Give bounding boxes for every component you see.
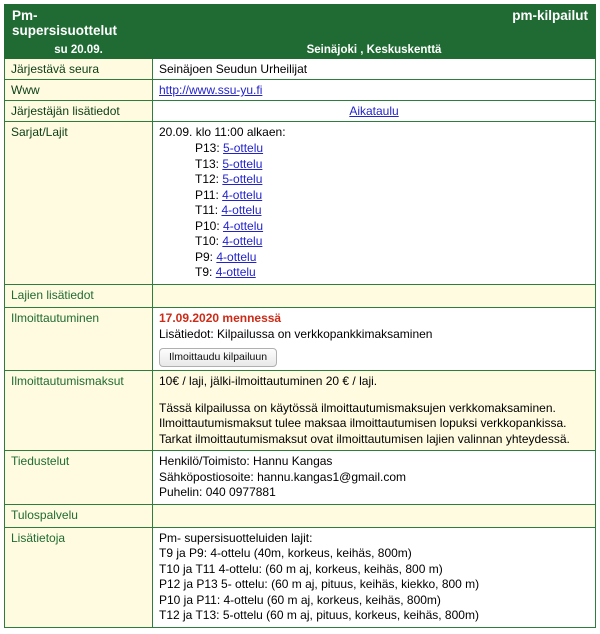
table-row — [5, 59, 596, 80]
list-item — [195, 203, 589, 219]
series-class: P10: — [195, 218, 220, 233]
list-item — [195, 219, 589, 235]
signup-note: Lisätiedot: Kilpailussa on verkkopankkimaksaminen — [159, 326, 433, 341]
more-info-line: T10 ja T11 4-ottelu: (60 m aj, korkeus, keihäs, 800 m) — [159, 561, 443, 576]
more-info-label: Lisätietoja — [5, 527, 153, 627]
more-info-line: T12 ja T13: 5-ottelu (60 m aj, pituus, korkeus, keihäs, 800m) — [159, 608, 479, 622]
table-row — [5, 284, 596, 307]
fees-top: 10€ / laji, jälki-ilmoittautuminen 20 € / laji. — [159, 373, 378, 388]
www-label: Www — [5, 80, 153, 101]
extra-info-label: Järjestäjän lisätiedot — [5, 101, 153, 122]
signup-deadline: 17.09.2020 mennessä — [159, 310, 282, 325]
table-row — [5, 307, 596, 370]
series-class: P9: — [195, 249, 214, 264]
website-link[interactable]: http://www.ssu-yu.fi — [159, 83, 263, 97]
fees-cell — [153, 370, 596, 451]
www-value-cell — [153, 80, 596, 101]
contact-person: Henkilö/Toimisto: Hannu Kangas — [159, 454, 333, 468]
page-title: Pm- supersisuottelut — [5, 5, 153, 42]
series-event-link[interactable]: 5-ottelu — [222, 156, 263, 171]
event-date: su 20.09. — [5, 42, 153, 59]
contact-email: Sähköpostiosoite: hannu.kangas1@gmail.com — [159, 469, 406, 484]
list-item — [195, 141, 589, 157]
list-item — [195, 250, 589, 266]
contact-phone: Puhelin: 040 0977881 — [159, 485, 276, 499]
series-cell — [153, 122, 596, 285]
series-extra-label: Lajien lisätiedot — [5, 284, 153, 307]
series-event-link[interactable]: 4-ottelu — [222, 234, 263, 248]
table-row — [5, 80, 596, 101]
series-extra-value — [153, 284, 596, 307]
results-label: Tulospalvelu — [5, 504, 153, 527]
signup-label: Ilmoittautuminen — [5, 307, 153, 370]
organizer-value: Seinäjoen Seudun Urheilijat — [153, 59, 596, 80]
series-intro: 20.09. klo 11:00 alkaen: — [159, 125, 286, 139]
table-row — [5, 527, 596, 627]
series-class: P11: — [195, 187, 219, 202]
table-row — [5, 451, 596, 505]
organizer-label: Järjestävä seura — [5, 59, 153, 80]
series-event-link[interactable]: 5-ottelu — [222, 172, 263, 186]
subheader-row — [5, 42, 596, 59]
list-item — [195, 234, 589, 250]
table-row — [5, 370, 596, 451]
series-event-link[interactable]: 4-ottelu — [222, 187, 263, 202]
table-row — [5, 101, 596, 122]
list-item — [195, 188, 589, 204]
list-item — [195, 157, 589, 173]
series-class: T13: — [195, 156, 220, 171]
extra-info-cell — [153, 101, 596, 122]
more-info-line: P12 ja P13 5- ottelu: (60 m aj, pituus, keihäs, kiekko, 800 m) — [159, 577, 480, 591]
series-event-link[interactable]: 4-ottelu — [223, 218, 264, 233]
contact-cell — [153, 451, 596, 505]
table-row — [5, 122, 596, 285]
competition-table — [4, 4, 596, 628]
series-class: T9: — [195, 265, 213, 279]
signup-button[interactable]: Ilmoittaudu kilpailuun — [159, 348, 277, 367]
series-class: P13: — [195, 141, 220, 155]
series-event-link[interactable]: 4-ottelu — [216, 249, 257, 264]
series-class: T12: — [195, 172, 220, 186]
header-category: pm-kilpailut — [153, 5, 596, 42]
header-row — [5, 5, 596, 42]
series-event-link[interactable]: 4-ottelu — [221, 203, 262, 217]
series-label: Sarjat/Lajit — [5, 122, 153, 285]
event-venue: Seinäjoki , Keskuskenttä — [153, 42, 596, 59]
list-item — [195, 172, 589, 188]
fees-label: Ilmoittautumismaksut — [5, 370, 153, 451]
schedule-link[interactable]: Aikataulu — [349, 104, 399, 118]
series-event-link[interactable]: 4-ottelu — [215, 265, 256, 279]
signup-cell — [153, 307, 596, 370]
series-class: T11: — [195, 203, 219, 217]
series-class: T10: — [195, 234, 220, 248]
series-event-link[interactable]: 5-ottelu — [223, 141, 264, 155]
results-value — [153, 504, 596, 527]
more-info-cell — [153, 527, 596, 627]
fees-body: Tässä kilpailussa on käytössä ilmoittautumismaksujen verkkomaksaminen. Ilmoittautumismaksut tulee maksaa ilmoittautumisen lopuksi verkkopankissa. Tarkat ilmoittautumismaksut ovat ilmoittautumisen lajien valinnan yhteydessä. — [159, 400, 570, 446]
list-item — [195, 265, 589, 281]
table-row — [5, 504, 596, 527]
more-info-line: Pm- supersisuotteluiden lajit: — [159, 530, 313, 545]
more-info-line: T9 ja P9: 4-ottelu (40m, korkeus, keihäs, 800m) — [159, 546, 412, 560]
contact-label: Tiedustelut — [5, 451, 153, 505]
more-info-line: P10 ja P11: 4-ottelu (60 m aj, korkeus, keihäs, 800m) — [159, 592, 441, 607]
